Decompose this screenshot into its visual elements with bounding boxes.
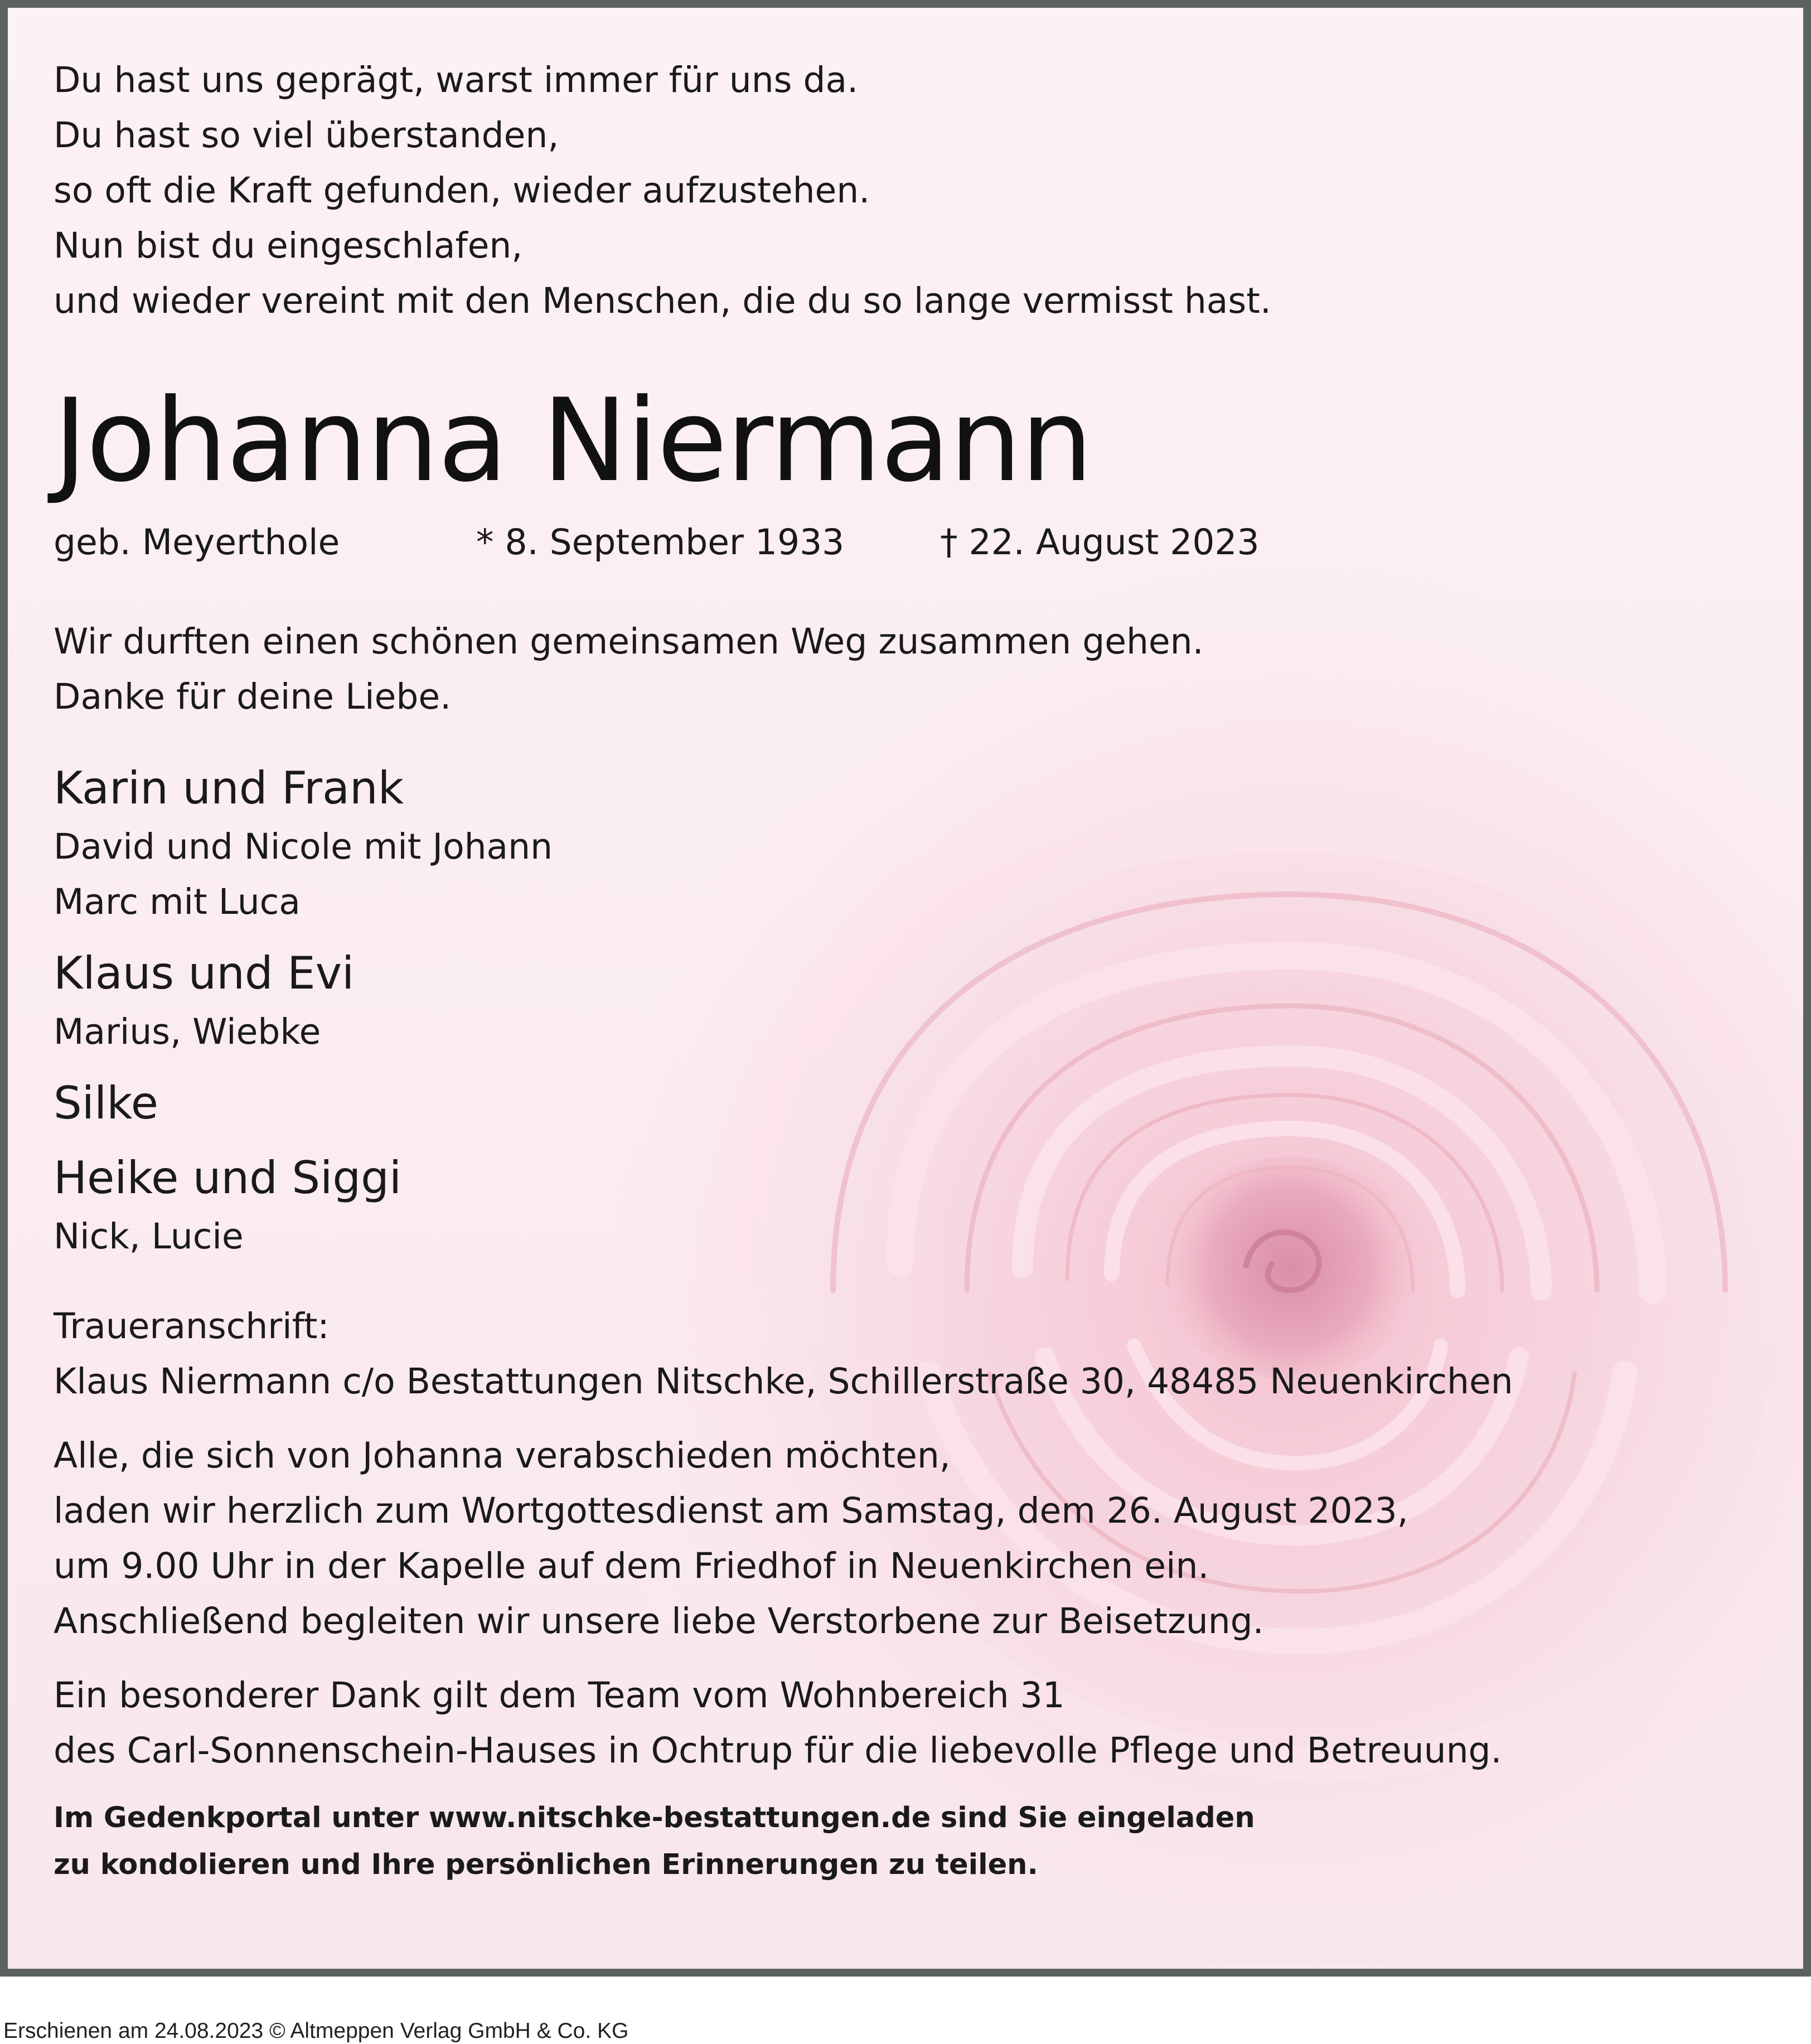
special-thanks-line: des Carl-Sonnenschein-Hauses in Ochtrup für die liebevolle Pflege und Betreuung.: [54, 1730, 1502, 1771]
portal-line: Im Gedenkportal unter www.nitschke-bestattungen.de sind Sie eingeladen: [54, 1801, 1255, 1834]
birth-name: geb. Meyerthole: [54, 522, 340, 563]
service-line: Alle, die sich von Johanna verabschieden möchten,: [54, 1435, 951, 1476]
family-member: Marc mit Luca: [54, 881, 301, 922]
address-label: Traueranschrift:: [54, 1306, 330, 1346]
special-thanks: [54, 1668, 1760, 1778]
address-text: Klaus Niermann c/o Bestattungen Nitschke, Schillerstraße 30, 48485 Neuenkirchen: [54, 1361, 1513, 1402]
service-line: Anschließend begleiten wir unsere liebe Verstorbene zur Beisetzung.: [54, 1601, 1264, 1641]
poem: [54, 52, 1760, 328]
deceased-name: Johanna Niermann: [54, 375, 1092, 507]
mourning-address: [54, 1299, 1760, 1409]
poem-line: so oft die Kraft gefunden, wieder aufzustehen.: [54, 170, 870, 211]
family-head: Heike und Siggi: [54, 1152, 402, 1204]
family-list: [54, 758, 1760, 1264]
portal-line: zu kondolieren und Ihre persönlichen Erinnerungen zu teilen.: [54, 1848, 1038, 1881]
family-head: Karin und Frank: [54, 762, 404, 814]
poem-line: Du hast so viel überstanden,: [54, 115, 559, 156]
special-thanks-line: Ein besonderer Dank gilt dem Team vom Wohnbereich 31: [54, 1675, 1065, 1716]
family-member: David und Nicole mit Johann: [54, 826, 553, 867]
service-info: [54, 1428, 1760, 1649]
family-member: Nick, Lucie: [54, 1216, 244, 1257]
thanks-text: [54, 614, 1760, 724]
birth-date: * 8. September 1933: [476, 522, 845, 563]
poem-line: und wieder vereint mit den Menschen, die du so lange vermisst hast.: [54, 280, 1271, 321]
family-group: [54, 943, 1760, 1059]
thanks-line: Wir durften einen schönen gemeinsamen Weg zusammen gehen.: [54, 621, 1204, 662]
memorial-portal-note: [54, 1795, 1760, 1888]
service-line: laden wir herzlich zum Wortgottesdienst am Samstag, dem 26. August 2023,: [54, 1490, 1408, 1531]
poem-line: Du hast uns geprägt, warst immer für uns da.: [54, 60, 859, 100]
death-date: † 22. August 2023: [940, 522, 1260, 563]
family-group: [54, 1147, 1760, 1264]
publication-footer: Erschienen am 24.08.2023 © Altmeppen Verlag GmbH & Co. KG: [3, 2019, 629, 2043]
life-dates: [54, 515, 1760, 570]
family-group: [54, 1073, 1760, 1134]
service-line: um 9.00 Uhr in der Kapelle auf dem Friedhof in Neuenkirchen ein.: [54, 1546, 1209, 1586]
family-group: [54, 758, 1760, 929]
family-head: Klaus und Evi: [54, 947, 355, 999]
poem-line: Nun bist du eingeschlafen,: [54, 225, 523, 266]
family-head: Silke: [54, 1077, 158, 1129]
thanks-line: Danke für deine Liebe.: [54, 676, 452, 717]
family-member: Marius, Wiebke: [54, 1011, 321, 1052]
notice-content: [54, 52, 1760, 1888]
